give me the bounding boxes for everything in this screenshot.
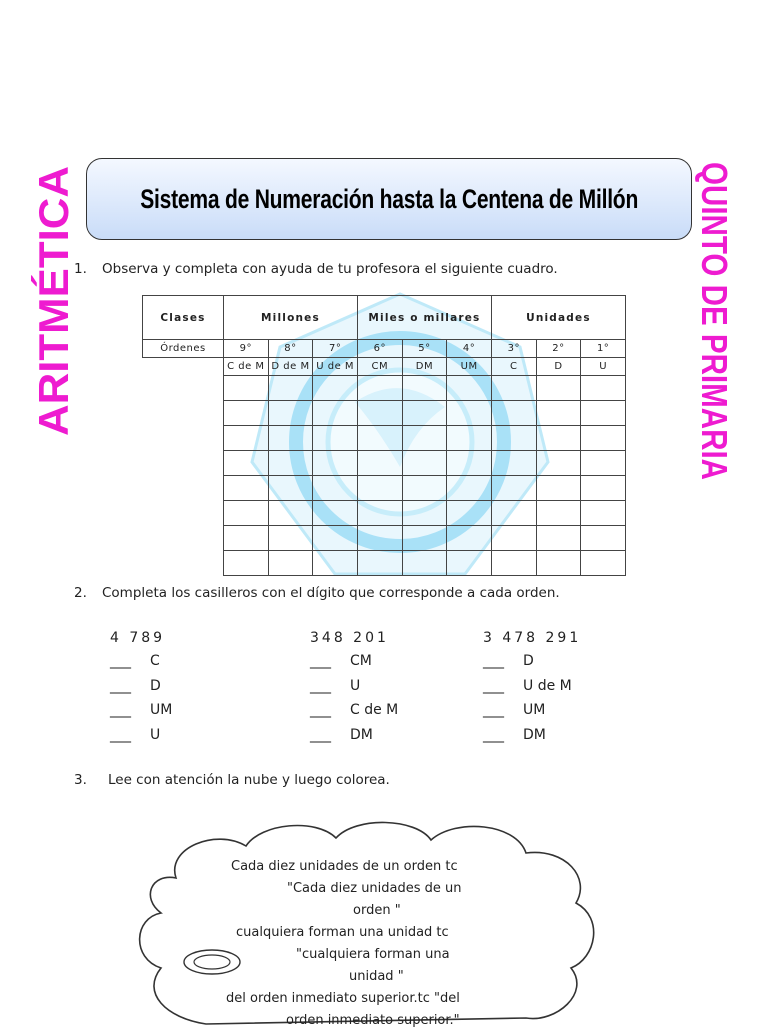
cloud-line: orden "	[353, 903, 401, 918]
exercise-line	[110, 678, 172, 703]
order-cell: 9°	[224, 340, 269, 358]
answer-cell[interactable]	[402, 551, 447, 576]
answer-cell[interactable]	[224, 476, 269, 501]
answer-cell[interactable]	[357, 551, 402, 576]
side-title-right-text: QUINTO DE PRIMARIA	[694, 162, 735, 550]
answer-cell[interactable]	[581, 401, 626, 426]
answer-cell[interactable]	[313, 526, 358, 551]
side-title-left-text: ARITMÉTICA	[30, 177, 77, 436]
answer-cell[interactable]	[491, 551, 536, 576]
answer-cell[interactable]	[447, 426, 492, 451]
answer-cell[interactable]	[357, 476, 402, 501]
answer-cell[interactable]	[581, 501, 626, 526]
exercise-line	[483, 653, 581, 678]
abbr-cell: D	[536, 358, 581, 376]
order-cell: 4°	[447, 340, 492, 358]
answer-cell[interactable]	[224, 551, 269, 576]
exercise-number: 4 789	[110, 630, 166, 646]
answer-cell[interactable]	[536, 526, 581, 551]
order-cell: 1°	[581, 340, 626, 358]
cloud-line: "Cada diez unidades de un	[287, 881, 462, 896]
abbr-cell: C de M	[224, 358, 269, 376]
exercise-line	[310, 678, 398, 703]
exercise-line	[110, 702, 172, 727]
answer-cell[interactable]	[536, 551, 581, 576]
answer-cell[interactable]	[224, 526, 269, 551]
answer-cell[interactable]	[447, 451, 492, 476]
abbr-cell: C	[491, 358, 536, 376]
cloud-line: "cualquiera forman una	[296, 947, 450, 962]
table-header-miles: Miles o millares	[357, 296, 491, 340]
empty-cell	[143, 501, 224, 526]
answer-cell[interactable]	[581, 526, 626, 551]
order-label: U	[150, 726, 161, 743]
answer-cell[interactable]	[581, 476, 626, 501]
exercise-2	[310, 630, 398, 751]
answer-cell[interactable]	[402, 426, 447, 451]
answer-cell[interactable]	[224, 501, 269, 526]
answer-cell[interactable]	[224, 376, 269, 401]
answer-cell[interactable]	[313, 401, 358, 426]
answer-cell[interactable]	[268, 476, 313, 501]
answer-blank[interactable]: ___	[110, 677, 131, 694]
answer-cell[interactable]	[357, 501, 402, 526]
answer-cell[interactable]	[491, 451, 536, 476]
order-cell: 3°	[491, 340, 536, 358]
table-label-ordenes: Órdenes	[143, 340, 224, 358]
order-label: C	[150, 653, 160, 669]
empty-cell	[143, 376, 224, 401]
answer-cell[interactable]	[447, 526, 492, 551]
exercise-number: 3 478 291	[483, 630, 582, 646]
table-blank-row	[143, 551, 626, 576]
question-3-text: Lee con atención la nube y luego colorea.	[108, 772, 390, 788]
answer-cell[interactable]	[536, 476, 581, 501]
answer-cell[interactable]	[313, 451, 358, 476]
answer-cell[interactable]	[402, 401, 447, 426]
table-blank-row	[143, 426, 626, 451]
answer-blank[interactable]: ___	[483, 702, 504, 718]
exercise-number: 348 201	[310, 630, 389, 646]
order-label: C de M	[350, 702, 399, 718]
table-blank-row	[143, 451, 626, 476]
answer-cell[interactable]	[268, 501, 313, 526]
empty-cell	[143, 451, 224, 476]
answer-cell[interactable]	[224, 426, 269, 451]
table-blank-row	[143, 526, 626, 551]
answer-blank[interactable]: ___	[110, 726, 131, 743]
order-cell: 7°	[313, 340, 358, 358]
answer-cell[interactable]	[581, 426, 626, 451]
order-label: UM	[523, 702, 546, 718]
answer-cell[interactable]	[402, 376, 447, 401]
abbr-cell: UM	[447, 358, 492, 376]
exercise-line	[310, 702, 398, 727]
abbr-cell: U	[581, 358, 626, 376]
answer-cell[interactable]	[447, 401, 492, 426]
answer-cell[interactable]	[313, 426, 358, 451]
answer-cell[interactable]	[224, 401, 269, 426]
answer-cell[interactable]	[402, 526, 447, 551]
answer-cell[interactable]	[536, 426, 581, 451]
order-cell: 8°	[268, 340, 313, 358]
question-2-number: 2.	[74, 585, 87, 601]
order-label: UM	[150, 702, 173, 718]
answer-cell[interactable]	[536, 401, 581, 426]
page-title-box	[86, 158, 692, 240]
answer-blank[interactable]: ___	[483, 653, 504, 669]
table-blank-row	[143, 401, 626, 426]
answer-blank[interactable]: ___	[483, 677, 504, 694]
answer-cell[interactable]	[447, 376, 492, 401]
cloud-line: orden inmediato superior."	[286, 1013, 460, 1028]
answer-cell[interactable]	[581, 551, 626, 576]
abbr-cell: D de M	[268, 358, 313, 376]
question-1-text: Observa y completa con ayuda de tu profesora el siguiente cuadro.	[102, 261, 558, 277]
answer-blank[interactable]: ___	[310, 726, 331, 743]
cloud-line: Cada diez unidades de un orden tc	[231, 859, 458, 874]
answer-cell[interactable]	[357, 401, 402, 426]
answer-blank[interactable]: ___	[310, 653, 331, 669]
answer-cell[interactable]	[447, 501, 492, 526]
answer-blank[interactable]: ___	[310, 702, 331, 718]
exercise-line	[483, 678, 581, 703]
empty-cell	[143, 476, 224, 501]
exercise-line	[310, 727, 398, 752]
empty-cell	[143, 401, 224, 426]
answer-cell[interactable]	[357, 451, 402, 476]
answer-cell[interactable]	[491, 476, 536, 501]
answer-cell[interactable]	[536, 376, 581, 401]
side-title-right	[692, 160, 748, 550]
answer-cell[interactable]	[536, 501, 581, 526]
table-blank-row	[143, 476, 626, 501]
exercise-1	[110, 630, 172, 751]
answer-cell[interactable]	[581, 451, 626, 476]
order-label: D	[523, 653, 534, 669]
thought-cloud	[136, 818, 596, 1028]
exercise-line	[110, 653, 172, 678]
answer-cell[interactable]	[581, 376, 626, 401]
answer-cell[interactable]	[313, 551, 358, 576]
order-cell: 5°	[402, 340, 447, 358]
empty-cell	[143, 551, 224, 576]
answer-cell[interactable]	[357, 376, 402, 401]
empty-cell	[143, 358, 224, 376]
answer-cell[interactable]	[536, 451, 581, 476]
empty-cell	[143, 426, 224, 451]
answer-cell[interactable]	[447, 551, 492, 576]
answer-cell[interactable]	[357, 426, 402, 451]
answer-cell[interactable]	[268, 401, 313, 426]
answer-cell[interactable]	[402, 501, 447, 526]
answer-cell[interactable]	[268, 451, 313, 476]
abbr-cell: U de M	[313, 358, 358, 376]
answer-blank[interactable]: ___	[483, 726, 504, 743]
answer-cell[interactable]	[268, 426, 313, 451]
order-cell: 2°	[536, 340, 581, 358]
answer-cell[interactable]	[491, 501, 536, 526]
answer-blank[interactable]: ___	[310, 677, 331, 694]
answer-cell[interactable]	[357, 526, 402, 551]
question-3-number: 3.	[74, 772, 87, 788]
answer-blank[interactable]: ___	[110, 702, 131, 718]
table-header-clases: Clases	[143, 296, 224, 340]
table-header-millones: Millones	[224, 296, 358, 340]
table-header-unidades: Unidades	[491, 296, 625, 340]
page-title: Sistema de Numeración hasta la Centena de Millón	[140, 183, 638, 214]
empty-cell	[143, 526, 224, 551]
place-value-table	[142, 295, 626, 576]
answer-cell[interactable]	[313, 476, 358, 501]
answer-blank[interactable]: ___	[110, 653, 131, 669]
answer-cell[interactable]	[491, 426, 536, 451]
exercise-line	[483, 727, 581, 752]
exercise-3	[483, 630, 581, 751]
cloud-line: del orden inmediato superior.tc "del	[226, 991, 460, 1006]
answer-cell[interactable]	[491, 376, 536, 401]
order-label: DM	[523, 726, 546, 743]
side-title-left	[20, 160, 76, 440]
order-cell: 6°	[357, 340, 402, 358]
order-label: U de M	[523, 677, 572, 694]
cloud-line: unidad "	[349, 969, 404, 984]
table-blank-row	[143, 501, 626, 526]
question-1-number: 1.	[74, 261, 87, 277]
abbr-cell: DM	[402, 358, 447, 376]
answer-cell[interactable]	[447, 476, 492, 501]
exercise-line	[310, 653, 398, 678]
order-label: CM	[350, 653, 372, 669]
cloud-text	[216, 856, 536, 1032]
answer-cell[interactable]	[268, 551, 313, 576]
exercise-line	[110, 727, 172, 752]
answer-cell[interactable]	[268, 526, 313, 551]
order-label: U	[350, 677, 361, 694]
answer-cell[interactable]	[491, 526, 536, 551]
answer-cell[interactable]	[402, 476, 447, 501]
abbr-cell: CM	[357, 358, 402, 376]
answer-cell[interactable]	[268, 376, 313, 401]
answer-cell[interactable]	[402, 451, 447, 476]
answer-cell[interactable]	[491, 401, 536, 426]
answer-cell[interactable]	[313, 501, 358, 526]
answer-cell[interactable]	[313, 376, 358, 401]
answer-cell[interactable]	[224, 451, 269, 476]
table-blank-row	[143, 376, 626, 401]
cloud-line: cualquiera forman una unidad tc	[236, 925, 449, 940]
exercise-line	[483, 702, 581, 727]
order-label: D	[150, 677, 161, 694]
question-2-text: Completa los casilleros con el dígito que corresponde a cada orden.	[102, 585, 560, 601]
order-label: DM	[350, 726, 373, 743]
